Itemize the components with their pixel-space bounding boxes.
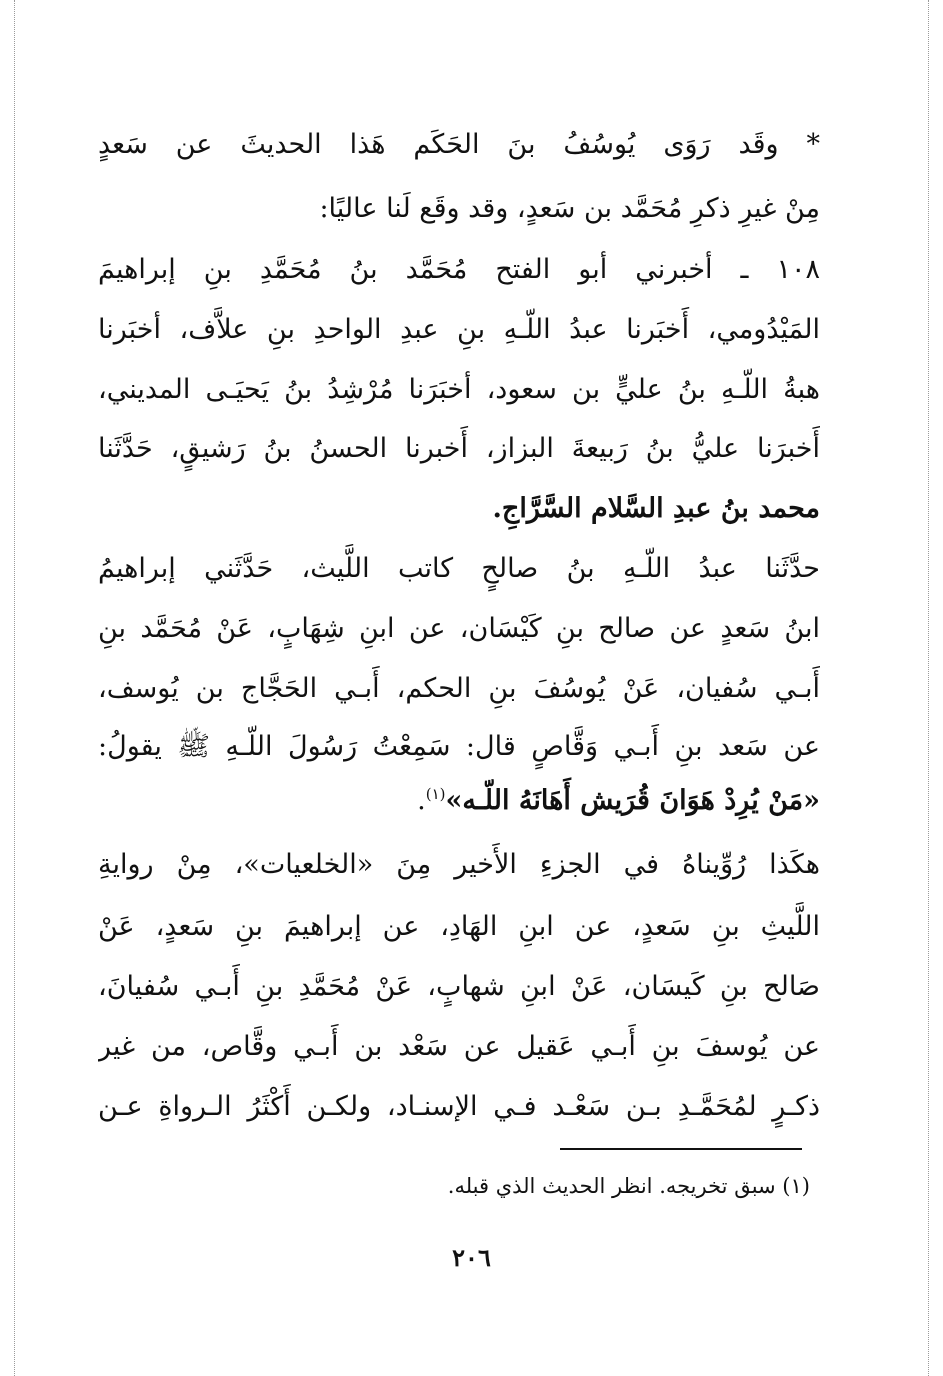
main-text (98, 0, 820, 1140)
text-line: ذكـرٍ لمُحَمَّـدِ بـن سَعْـد فـي الإسنـاد، ولكـن أَكْثَرُ الـرواةِ عـن (98, 1091, 820, 1122)
text-line: ١٠٨ ـ أخبرني أبو الفتح مُحَمَّد بنُ مُحَمَّدِ بنِ إبراهيمَ (98, 254, 820, 285)
text-line: اللَّيثِ بنِ سَعدٍ، عن ابنِ الهَادِ، عن إبراهيمَ بنِ سَعدٍ، عَنْ (98, 911, 820, 942)
text-line: هكَذا رُوِّيناهُ في الجزءِ الأَخير مِنَ «الخلعيات»، مِنْ روايةِ (98, 849, 820, 880)
page-number: ٢٠٦ (452, 1243, 491, 1272)
text-line: * وقَد رَوَى يُوسُفُ بنَ الحَكَم هَذا الحديثَ عن سَعدٍ (98, 129, 820, 160)
text-line: ابنُ سَعدٍ عن صالح بنِ كَيْسَان، عن ابنِ شِهَابٍ، عَنْ مُحَمَّد بنِ (98, 613, 820, 644)
text-line: صَالح بنِ كَيسَان، عَنْ ابنِ شهابٍ، عَنْ مُحَمَّدِ بنِ أَبـي سُفيانَ، (98, 971, 820, 1002)
text-line: أَخبرَنا عليُّ بنُ رَبيعةَ البزاز، أَخبرنا الحسنُ بنُ رَشيقٍ، حَدَّثَنا (98, 433, 820, 464)
scan-edge-left (14, 0, 17, 1376)
text-line: هبةُ اللّـهِ بنُ عليٍّ بن سعود، أخبَرَنا مُرْشِدُ بنُ يَحيَـى المديني، (98, 374, 820, 405)
footnote: (١) سبق تخريجه. انظر الحديث الذي قبله. (447, 1174, 810, 1198)
text-line: مِنْ غيرِ ذكرِ مُحَمَّد بن سَعدٍ، وقد وقَع لَنا عاليًا: (319, 193, 820, 224)
footnote-reference: (١) (425, 785, 446, 803)
text-line: المَيْدُومي، أَخبَرنا عبدُ اللّـهِ بنِ عبدِ الواحدِ بنِ علاَّف، أخبَرنا (98, 314, 820, 345)
text-line: محمد بنُ عبدِ السَّلام السَّرَّاجِ. (492, 493, 820, 524)
hadith-text-line (98, 776, 820, 826)
text-line: حدَّثَنا عبدُ اللّـهِ بنُ صالحٍ كاتب اللَّيث، حَدَّثَني إبراهيمُ (98, 553, 820, 584)
text-line: عن سَعد بنِ أَبـي وَقَّاصٍ قال: سَمِعْتُ رَسُولَ اللّـهِ ﷺ يقولُ: (98, 731, 820, 762)
hadith-quote: «مَنْ يُرِدْ هَوَانَ قُرَيش أَهَانَهُ اللّـه» (445, 785, 820, 816)
scan-edge-right (928, 0, 931, 1376)
text-line: عن يُوسفَ بنِ أَبـي عَقيل عن سَعْد بن أَبـي وقَّاص، من غير (98, 1031, 820, 1062)
footnote-divider (560, 1148, 802, 1150)
text-line: أَبـي سُفيان، عَنْ يُوسُفَ بنِ الحكم، أَبـي الحَجَّاج بن يُوسف، (98, 673, 820, 704)
line-end-period: . (417, 785, 426, 816)
